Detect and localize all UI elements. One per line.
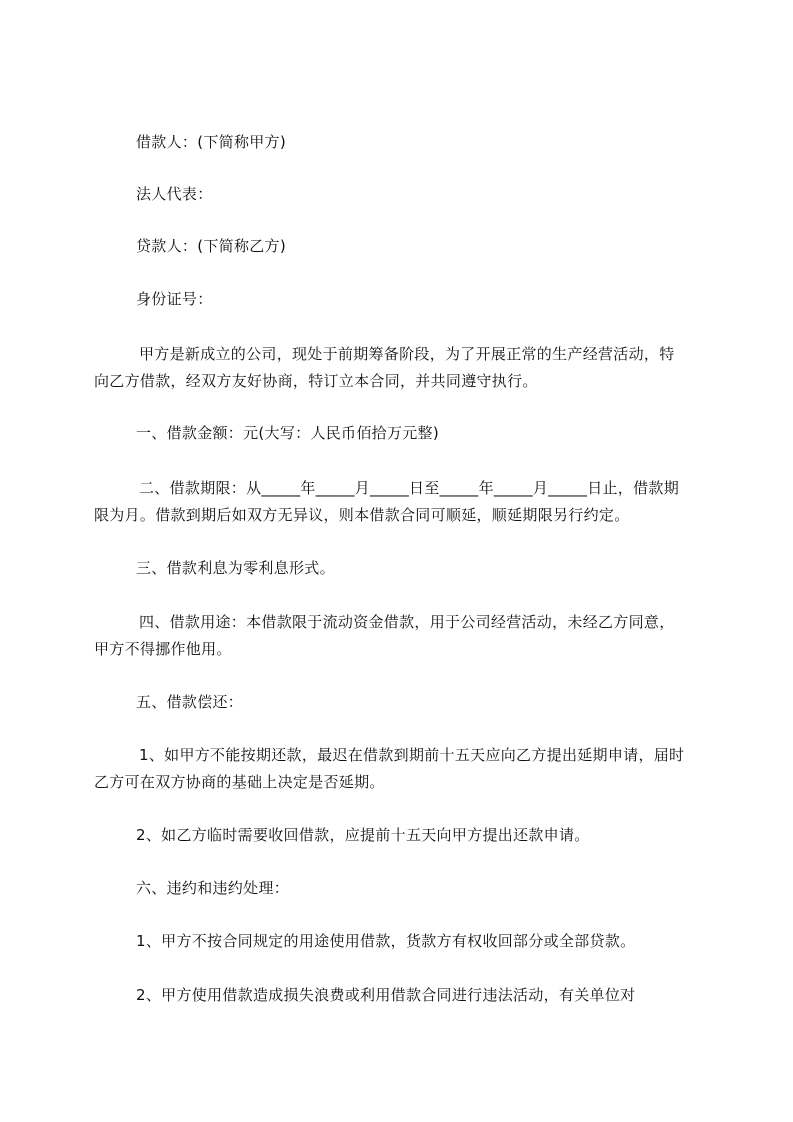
- clause-2-term-line-2: 限为月。借款到期后如双方无异议，则本借款合同可顺延，顺延期限另行约定。: [94, 506, 630, 524]
- clause-4-purpose-line-1: 四、借款用途：本借款限于流动资金借款，用于公司经营活动，未经乙方同意，: [139, 613, 675, 631]
- lender-line: 贷款人：(下简称乙方): [136, 237, 287, 255]
- clause-5-item-1-line-2: 乙方可在双方协商的基础上决定是否延期。: [94, 773, 385, 791]
- clause-6-breach-heading: 六、违约和违约处理：: [136, 879, 290, 897]
- legal-representative-line: 法人代表：: [136, 185, 213, 203]
- clause-5-item-1-line-1: 1、如甲方不能按期还款，最迟在借款到期前十五天应向乙方提出延期申请，届时: [139, 746, 685, 764]
- intro-paragraph-line-2: 向乙方借款，经双方友好协商，特订立本合同，并共同遵守执行。: [94, 372, 538, 390]
- id-number-line: 身份证号：: [136, 290, 213, 308]
- clause-3-interest: 三、借款利息为零利息形式。: [136, 559, 335, 577]
- clause-6-item-2: 2、甲方使用借款造成损失浪费或利用借款合同进行违法活动，有关单位对: [136, 986, 636, 1004]
- clause-1-amount: 一、借款金额：元(大写：人民币佰拾万元整): [136, 424, 440, 442]
- intro-paragraph-line-1: 甲方是新成立的公司，现处于前期筹备阶段，为了开展正常的生产经营活动，特: [139, 345, 675, 363]
- borrower-line: 借款人：(下简称甲方): [136, 133, 287, 151]
- clause-4-purpose-line-2: 甲方不得挪作他用。: [94, 640, 232, 658]
- clause-5-repayment-heading: 五、借款偿还：: [136, 693, 244, 711]
- clause-2-term-line-1: 二、借款期限：从_____年_____月_____日至_____年_____月_____日止，借款期: [139, 479, 680, 497]
- clause-5-item-2: 2、如乙方临时需要收回借款，应提前十五天向甲方提出还款申请。: [136, 826, 590, 844]
- clause-6-item-1: 1、甲方不按合同规定的用途使用借款，货款方有权收回部分或全部贷款。: [136, 932, 636, 950]
